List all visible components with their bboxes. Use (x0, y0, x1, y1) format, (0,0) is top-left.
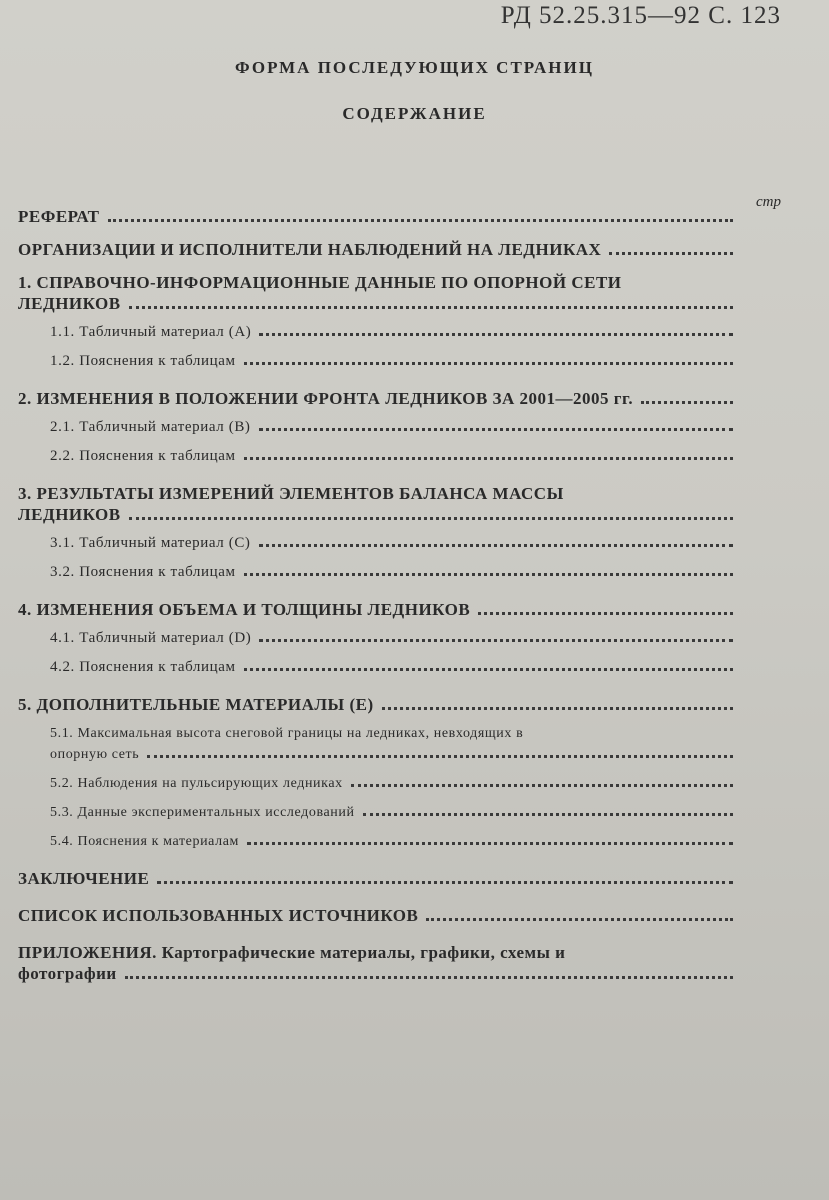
toc-entry-1-1: 1.1. Табличный материал (А) (18, 322, 733, 343)
dot-leader (157, 880, 733, 884)
dot-leader (382, 706, 733, 710)
dot-leader (244, 667, 733, 671)
page-column-label: стр (756, 194, 781, 210)
toc-entry-3-1: 3.1. Табличный материал (С) (18, 533, 733, 554)
dot-leader (363, 812, 733, 816)
toc-entry-5-2: 5.2. Наблюдения на пульсирующих ледниках (18, 773, 733, 794)
dot-leader (259, 427, 733, 431)
toc-entry-section-1: 1. СПРАВОЧНО-ИНФОРМАЦИОННЫЕ ДАННЫЕ ПО ОПОРНОЙ СЕТИ ЛЕДНИКОВ (18, 272, 733, 314)
toc-entry-5-3: 5.3. Данные экспериментальных исследований (18, 802, 733, 823)
toc-entry-sources: СПИСОК ИСПОЛЬЗОВАННЫХ ИСТОЧНИКОВ (18, 905, 733, 926)
dot-leader (259, 638, 733, 642)
toc-entry-conclusion: ЗАКЛЮЧЕНИЕ (18, 868, 733, 889)
toc-entry-3-2: 3.2. Пояснения к таблицам (18, 562, 733, 583)
form-title: ФОРМА ПОСЛЕДУЮЩИХ СТРАНИЦ (235, 58, 594, 77)
dot-leader (147, 754, 733, 758)
document-reference: РД 52.25.315—92 С. 123 (500, 2, 781, 29)
contents-title: СОДЕРЖАНИЕ (342, 104, 487, 123)
toc-entry-1-2: 1.2. Пояснения к таблицам (18, 351, 733, 372)
toc-entry-section-4: 4. ИЗМЕНЕНИЯ ОБЪЕМА И ТОЛЩИНЫ ЛЕДНИКОВ (18, 599, 733, 620)
dot-leader (259, 543, 733, 547)
dot-leader (108, 218, 734, 222)
dot-leader (125, 975, 733, 979)
toc-entry-4-1: 4.1. Табличный материал (D) (18, 628, 733, 649)
toc-entry-abstract: РЕФЕРАТ (18, 206, 733, 227)
dot-leader (641, 400, 733, 404)
dot-leader (609, 251, 733, 255)
dot-leader (129, 516, 733, 520)
toc-entry-2-1: 2.1. Табличный материал (В) (18, 417, 733, 438)
dot-leader (129, 305, 733, 309)
toc-entry-section-5: 5. ДОПОЛНИТЕЛЬНЫЕ МАТЕРИАЛЫ (Е) (18, 694, 733, 715)
toc-entry-2-2: 2.2. Пояснения к таблицам (18, 446, 733, 467)
dot-leader (351, 783, 733, 787)
toc-entry-4-2: 4.2. Пояснения к таблицам (18, 657, 733, 678)
dot-leader (247, 841, 733, 845)
toc-entry-5-4: 5.4. Пояснения к материалам (18, 831, 733, 852)
toc-entry-section-3: 3. РЕЗУЛЬТАТЫ ИЗМЕРЕНИЙ ЭЛЕМЕНТОВ БАЛАНСА МАССЫ ЛЕДНИКОВ (18, 483, 733, 525)
dot-leader (478, 611, 733, 615)
dot-leader (244, 456, 733, 460)
dot-leader (244, 361, 733, 365)
dot-leader (426, 917, 733, 921)
dot-leader (259, 332, 733, 336)
toc-entry-appendices: ПРИЛОЖЕНИЯ. Картографические материалы, графики, схемы и фотографии (18, 942, 733, 984)
table-of-contents (18, 200, 733, 984)
dot-leader (244, 572, 733, 576)
toc-entry-section-2: 2. ИЗМЕНЕНИЯ В ПОЛОЖЕНИИ ФРОНТА ЛЕДНИКОВ ЗА 2001—2005 гг. (18, 388, 733, 409)
toc-entry-organizations: ОРГАНИЗАЦИИ И ИСПОЛНИТЕЛИ НАБЛЮДЕНИЙ НА ЛЕДНИКАХ (18, 239, 733, 260)
toc-entry-5-1: 5.1. Максимальная высота снеговой границы на ледниках, невходящих в опорную сеть (18, 723, 733, 765)
